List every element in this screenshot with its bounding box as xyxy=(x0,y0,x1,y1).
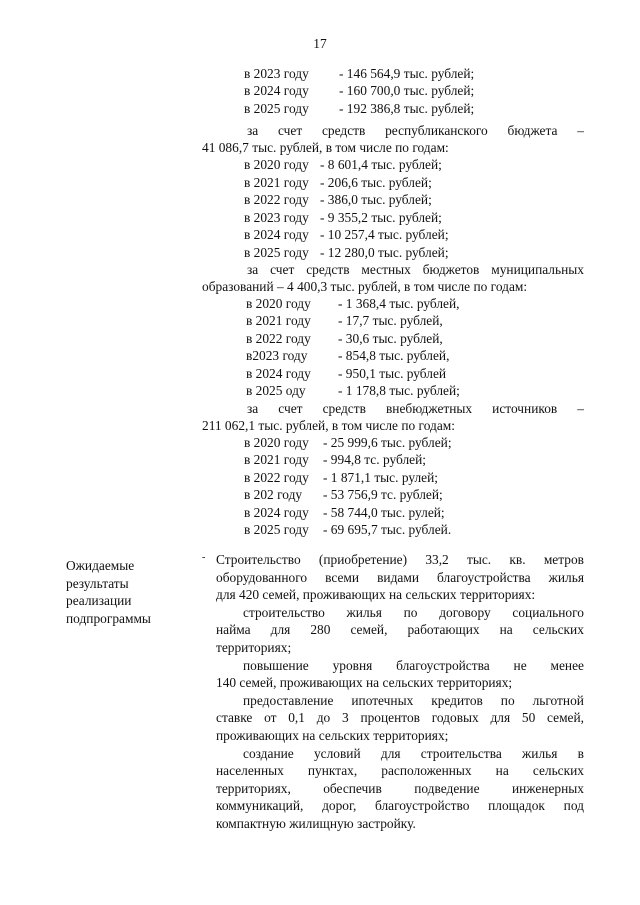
results-label-line: Ожидаемые xyxy=(66,558,135,573)
word: 280 xyxy=(310,622,331,638)
word: всеми xyxy=(325,569,360,585)
word: 33,2 xyxy=(425,552,449,567)
word: средств xyxy=(322,401,366,416)
justified-line xyxy=(216,622,584,638)
word: за xyxy=(247,123,259,138)
year-row xyxy=(244,452,426,468)
justified-line xyxy=(247,401,584,417)
results-label-line: реализации xyxy=(66,593,132,608)
word: в xyxy=(577,745,584,761)
word: под xyxy=(563,798,584,814)
word: по xyxy=(500,692,515,708)
year-row xyxy=(244,505,445,521)
word: (приобретение) xyxy=(318,552,408,567)
word: средств xyxy=(306,262,350,277)
year-label: в 2020 году xyxy=(244,157,309,172)
word: процентов xyxy=(360,710,420,726)
justified-line xyxy=(243,658,584,674)
dash-mark: - xyxy=(202,552,206,563)
year-row xyxy=(246,366,446,382)
year-row xyxy=(246,296,459,312)
word: семей, xyxy=(350,622,388,638)
year-amount: - 192 386,8 тыс. рублей; xyxy=(339,100,475,116)
word: строительства xyxy=(420,745,502,761)
year-amount: - 9 355,2 тыс. рублей; xyxy=(320,209,442,225)
word: внебюджетных xyxy=(385,401,473,416)
year-row xyxy=(244,435,452,451)
year-row xyxy=(244,245,449,261)
word: Строительство xyxy=(216,552,301,567)
word: благоустройства xyxy=(396,657,490,673)
word: оборудованного xyxy=(216,569,308,585)
word: метров xyxy=(543,552,584,567)
year-amount: - 53 756,9 тс. рублей; xyxy=(323,487,443,503)
justified-line xyxy=(216,763,584,779)
justified-line xyxy=(216,710,584,726)
justified-line xyxy=(216,570,584,586)
year-label: в 2024 году xyxy=(244,227,309,242)
word: жилья xyxy=(346,604,382,620)
year-label: в 202 году xyxy=(244,487,303,503)
word: кв. xyxy=(509,552,526,567)
justified-line xyxy=(243,693,584,709)
year-label: в 2021 году xyxy=(244,452,309,468)
year-label: в 2025 году xyxy=(244,244,309,260)
word: договору xyxy=(439,604,491,620)
year-label: в 2024 году xyxy=(246,365,311,381)
word: 50 xyxy=(521,710,536,726)
year-row xyxy=(244,175,432,191)
year-amount: - 1 368,4 тыс. рублей, xyxy=(338,296,460,311)
year-label: в 2023 году xyxy=(244,209,309,225)
word: на xyxy=(495,763,509,779)
year-amount: - 30,6 тыс. рублей, xyxy=(338,330,443,346)
year-amount: - 1 178,8 тыс. рублей; xyxy=(338,383,460,398)
year-row xyxy=(246,313,443,329)
word: населенных xyxy=(216,763,284,779)
word: для xyxy=(270,622,291,638)
word: источников xyxy=(492,401,558,416)
year-amount: - 12 280,0 тыс. рублей; xyxy=(320,244,449,260)
year-row xyxy=(244,227,449,243)
year-row xyxy=(244,210,442,226)
year-amount: - 25 999,6 тыс. рублей; xyxy=(323,435,452,450)
word: – xyxy=(577,123,584,138)
year-row xyxy=(244,487,443,503)
year-label: в 2021 году xyxy=(244,174,309,190)
year-label: в2023 году xyxy=(246,348,308,364)
word: бюджетов xyxy=(422,262,480,277)
text-line: 140 семей, проживающих на сельских территориях; xyxy=(216,675,513,691)
year-label: в 2023 году xyxy=(244,66,309,81)
year-amount: - 994,8 тс. рублей; xyxy=(323,452,426,468)
results-label-line: результаты xyxy=(66,575,129,591)
word: благоустройства xyxy=(437,569,531,585)
year-amount: - 950,1 тыс. рублей xyxy=(338,365,447,381)
word: местных xyxy=(361,262,411,277)
word: по xyxy=(403,604,418,620)
word: жилья xyxy=(522,745,558,761)
word: предоставление xyxy=(243,692,334,708)
year-row xyxy=(244,192,432,208)
word: годовых xyxy=(431,710,479,726)
word: ставке xyxy=(216,710,253,726)
year-amount: - 160 700,0 тыс. рублей; xyxy=(339,83,475,99)
word: жилья xyxy=(548,569,584,585)
word: счет xyxy=(278,401,303,416)
word: расположенных xyxy=(381,763,472,779)
year-amount: - 146 564,9 тыс. рублей; xyxy=(339,66,475,81)
year-label: в 2020 году xyxy=(244,435,309,450)
year-label: в 2024 году xyxy=(244,83,309,99)
word: для xyxy=(380,745,401,761)
year-label: в 2025 году xyxy=(244,522,309,537)
justified-line xyxy=(247,262,584,278)
results-label-line: подпрограммы xyxy=(66,610,151,626)
word: республиканского xyxy=(385,123,488,138)
word: счет xyxy=(270,262,295,277)
justified-line xyxy=(216,781,584,797)
word: территориях, xyxy=(216,780,291,796)
year-row xyxy=(246,383,460,399)
word: средств xyxy=(321,123,366,138)
year-label: в 2021 году xyxy=(246,313,311,329)
word: социального xyxy=(512,604,584,620)
page-number: 17 xyxy=(313,36,327,51)
word: инженерных xyxy=(511,780,584,796)
word: благоустройство xyxy=(375,798,470,814)
word: повышение xyxy=(243,657,309,673)
text-line: проживающих на сельских территориях; xyxy=(216,728,449,743)
word: менее xyxy=(550,657,584,673)
year-label: в 2020 году xyxy=(246,296,311,311)
word: 3 xyxy=(341,710,349,726)
justified-line xyxy=(247,123,584,139)
justified-line xyxy=(243,746,584,762)
year-label: в 2022 году xyxy=(244,469,309,485)
word: коммуникаций, xyxy=(216,798,304,814)
year-amount: - 1 871,1 тыс. рулей; xyxy=(323,469,438,485)
word: на xyxy=(499,622,513,638)
word: сельских xyxy=(532,763,584,779)
word: тыс. xyxy=(467,552,492,567)
year-amount: - 386,0 тыс. рублей; xyxy=(320,192,432,207)
year-amount: - 69 695,7 тыс. рублей. xyxy=(323,522,452,537)
text-line: 41 086,7 тыс. рублей, в том числе по годам: xyxy=(202,140,449,155)
word: за xyxy=(247,401,259,416)
justified-line xyxy=(216,552,584,568)
word: счет xyxy=(278,123,303,138)
word: бюджета xyxy=(507,123,558,138)
word: сельских xyxy=(532,622,584,638)
year-amount: - 17,7 тыс. рублей, xyxy=(338,313,443,329)
word: обеспечив xyxy=(323,780,382,796)
year-amount: - 10 257,4 тыс. рублей; xyxy=(320,227,449,242)
text-line: для 420 семей, проживающих на сельских территориях: xyxy=(216,587,536,603)
year-row xyxy=(244,101,474,117)
year-amount: - 206,6 тыс. рублей; xyxy=(320,174,432,190)
year-row xyxy=(244,470,438,486)
word: – xyxy=(577,401,584,416)
year-amount: - 854,8 тыс. рублей, xyxy=(338,348,450,364)
word: видами xyxy=(377,569,419,585)
year-row xyxy=(246,348,449,364)
year-amount: - 8 601,4 тыс. рублей; xyxy=(320,157,442,172)
year-amount: - 58 744,0 тыс. рулей; xyxy=(323,504,445,520)
word: от xyxy=(264,710,277,726)
word: площадок xyxy=(488,798,545,814)
year-row xyxy=(244,66,474,82)
year-label: в 2025 оду xyxy=(246,383,306,398)
word: работающих xyxy=(407,622,480,638)
text-line: образований – 4 400,3 тыс. рублей, в том числе по годам: xyxy=(202,279,528,294)
text-line: территориях; xyxy=(216,640,292,655)
word: муниципальных xyxy=(491,262,584,277)
justified-line xyxy=(243,605,584,621)
year-label: в 2022 году xyxy=(244,192,309,207)
year-row xyxy=(244,522,451,538)
word: строительство xyxy=(243,604,325,620)
word: подведение xyxy=(414,780,480,796)
year-row xyxy=(244,83,474,99)
word: создание xyxy=(243,745,294,761)
text-line: компактную жилищную застройку. xyxy=(216,816,416,831)
year-row xyxy=(244,157,442,173)
year-label: в 2025 году xyxy=(244,100,309,116)
word: для xyxy=(490,710,511,726)
year-label: в 2024 году xyxy=(244,504,309,520)
word: за xyxy=(247,262,259,277)
word: дорог, xyxy=(322,798,357,814)
results-label xyxy=(66,557,151,627)
word: льготной xyxy=(532,692,584,708)
word: 0,1 xyxy=(288,710,305,726)
word: уровня xyxy=(332,657,373,673)
text-line: 211 062,1 тыс. рублей, в том числе по годам: xyxy=(202,418,455,433)
word: найма xyxy=(216,622,251,638)
word: семей, xyxy=(547,710,584,726)
word: условий xyxy=(313,745,361,761)
year-row xyxy=(246,331,443,347)
year-label: в 2022 году xyxy=(246,330,311,346)
word: до xyxy=(316,710,331,726)
word: ипотечных xyxy=(351,692,414,708)
justified-line xyxy=(216,798,584,814)
word: кредитов xyxy=(431,692,483,708)
word: не xyxy=(513,657,527,673)
word: пунктах, xyxy=(307,763,358,779)
